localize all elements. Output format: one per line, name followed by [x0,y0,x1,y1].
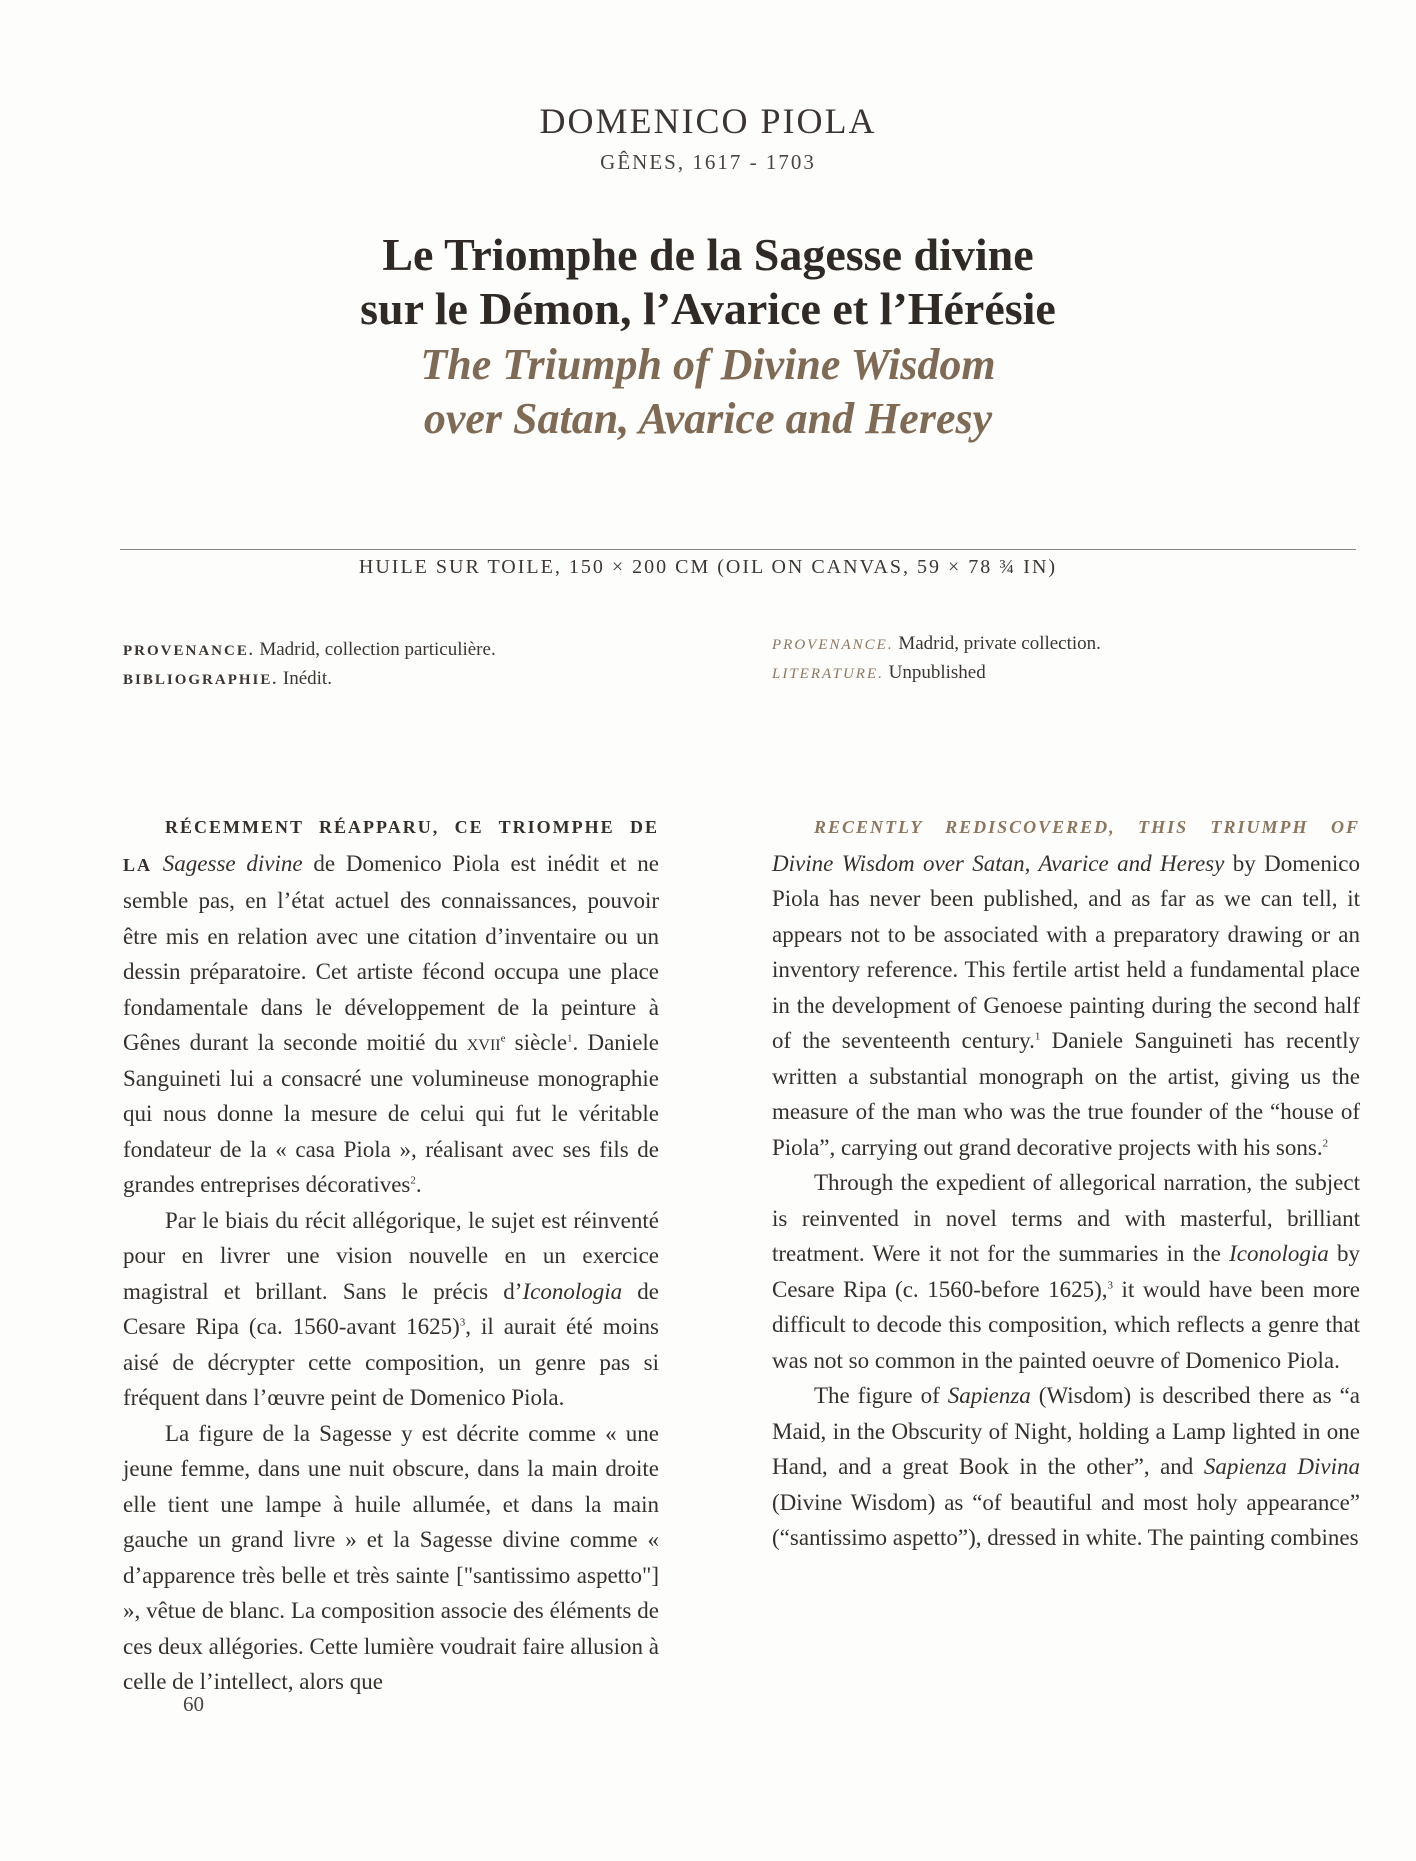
provenance-line-fr [123,636,683,665]
body-column-french [123,808,659,1700]
italic-sapienza-divina-en: Sapienza Divina [1203,1454,1360,1479]
provenance-label-fr: PROVENANCE. [123,643,255,659]
italic-sapienza-en: Sapienza [947,1383,1031,1408]
bibliography-line-fr [123,665,683,694]
footnote-ref-3-fr: 3 [459,1316,466,1329]
artist-dates: GÊNES, 1617 - 1703 [600,150,816,174]
footnote-ref-2-fr: 2 [410,1174,416,1187]
provenance-english [772,630,1332,688]
provenance-line-en [772,630,1332,659]
paragraph-en-3 [772,1378,1360,1556]
paragraph-fr-3: La figure de la Sagesse y est décrite comme « une jeune femme, dans une nuit obscure, dans la main droite elle tient une lampe à huile allumée, et dans la main gauche un grand livre » et la Sagesse divine comme « d’apparence très belle et très sainte ["santissimo aspetto"] », vêtue de blanc. La composition associe des éléments de ces deux allégories. Cette lumière voudrait faire allusion à celle de l’intellect, alors que [123,1420,659,1694]
paragraph-fr-1 [123,808,659,1203]
footnote-ref-2-en: 2 [1322,1136,1329,1149]
paragraph-fr-2-text-a: Par le biais du récit allégorique, le sujet est réinventé pour en livrer une vision nouvelle en un exercice magistral et brillant. Sans le précis d’ [123,1207,659,1304]
artist-name: DOMENICO PIOLA [539,101,877,141]
body-column-english [772,808,1360,1556]
title-french-line-2: sur le Démon, l’Avarice et l’Hérésie [360,283,1056,334]
title-french-line-1: Le Triomphe de la Sagesse divine [382,229,1034,280]
paragraph-en-1-text-a: by Domenico Piola has never been published, and as far as we can tell, it appears not to be associated with a preparatory drawing or an inventory reference. This fertile artist held a fundamental place in the development of Genoese painting during the second half of the seventeenth century. [772,850,1360,1053]
paragraph-en-3-text-b: (Wisdom) is described there as “a Maid, in the Obscurity of Night, holding a Lamp lighted in one Hand, and a great Book in the other”, and [772,1383,1360,1479]
italic-title-en: Divine Wisdom over Satan, Avarice and Heresy [772,850,1225,876]
footnote-ref-3-en: 3 [1107,1278,1114,1291]
paragraph-fr-1-text-b: siècle [505,1030,568,1055]
provenance-french [123,636,683,694]
literature-label-en: LITERATURE. [772,666,884,682]
bibliography-label-fr: BIBLIOGRAPHIE. [123,672,279,688]
title-english [0,338,1416,446]
paragraph-en-1-text-b: Daniele Sanguineti has recently written a substantial monograph on the artist, giving us the measure of the man who was the true founder of the “house of Piola”, carrying out grand decorative projects with his sons. [772,1028,1361,1160]
lead-in-fr: RÉCEMMENT RÉAPPARU, CE TRIOMPHE DE LA [123,817,659,875]
paragraph-en-2 [772,1165,1360,1378]
italic-title-fr: Sagesse divine [162,850,303,876]
page-number: 60 [183,1692,204,1716]
provenance-label-en: PROVENANCE. [772,637,894,653]
century-numeral: xvii [466,1030,501,1055]
literature-line-en [772,659,1332,688]
paragraph-fr-2 [123,1203,659,1416]
title-english-line-1: The Triumph of Divine Wisdom [420,340,996,389]
italic-iconologia-en: Iconologia [1229,1241,1329,1266]
paragraph-en-3-text-a: The figure of [814,1383,948,1408]
footnote-ref-1-en: 1 [1034,1030,1041,1043]
medium-dimensions: HUILE SUR TOILE, 150 × 200 CM (OIL ON CANVAS, 59 × 78 ¾ IN) [358,556,1058,578]
provenance-text-en: Madrid, private collection. [893,633,1101,654]
paragraph-fr-1-text-a: de Domenico Piola est inédit et ne semble pas, en l’état actuel des connaissances, pouvoir être mis en relation avec une citation d’inventaire ou un dessin préparatoire. Cet artiste fécond occupa une place fondamentale dans le développement de la peinture à Gênes durant la seconde moitié du [123,850,660,1055]
century-sup: e [500,1032,506,1045]
paragraph-en-1 [772,808,1360,1165]
bibliography-text-fr: Inédit. [278,668,332,689]
paragraph-en-2-text-a: Through the expedient of allegorical narration, the subject is reinvented in novel terms and with masterful, brilliant treatment. Were it not for the summaries in the [772,1170,1360,1266]
paragraph-fr-2-text-c: , il aurait été moins aisé de décrypter cette composition, un genre pas si fréquent dans l’œuvre peint de Domenico Piola. [123,1314,659,1410]
italic-iconologia-fr: Iconologia [522,1278,623,1304]
paragraph-en-2-text-c: it would have been more difficult to decode this composition, which reflects a genre that was not so common in the painted oeuvre of Domenico Piola. [772,1276,1361,1373]
provenance-text-fr: Madrid, collection particulière. [254,639,496,660]
literature-text-en: Unpublished [883,662,986,683]
lead-in-en: RECENTLY REDISCOVERED, THIS TRIUMPH OF [814,817,1360,837]
paragraph-fr-1-text-c: . Daniele Sanguineti lui a consacré une volumineuse monographie qui nous donne la mesure de celui qui fut le véritable fondateur de la « casa Piola », réalisant avec ses fils de grandes entreprises décoratives [123,1030,660,1197]
paragraph-fr-2-text-b: de Cesare Ripa (ca. 1560-avant 1625) [123,1278,659,1339]
paragraph-en-2-text-b: by Cesare Ripa (c. 1560-before 1625), [772,1241,1360,1302]
title-english-line-2: over Satan, Avarice and Heresy [423,394,993,443]
footnote-ref-1-fr: 1 [567,1032,573,1045]
horizontal-rule [120,549,1356,550]
paragraph-en-3-text-c: (Divine Wisdom) as “of beautiful and most holy appearance” (“santissimo aspetto”), dressed in white. The painting combines [772,1489,1360,1550]
paragraph-fr-1-text-d: . [415,1172,422,1197]
title-french [0,228,1416,336]
